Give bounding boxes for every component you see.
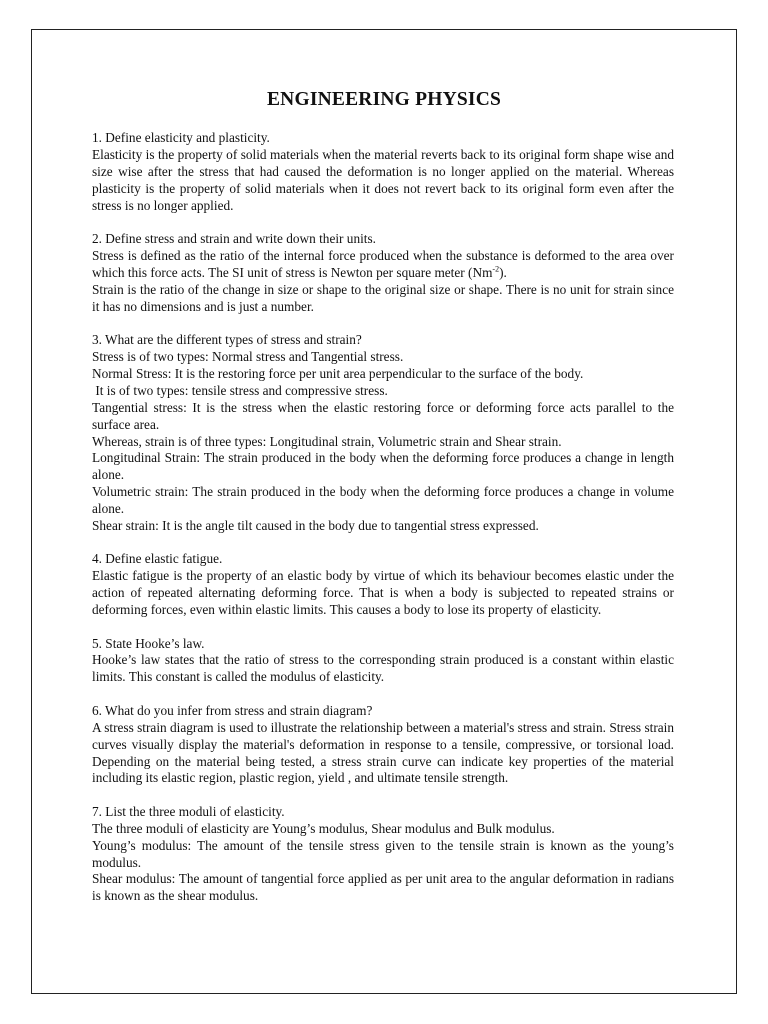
section-1 (92, 130, 674, 215)
answer-paragraph: Elastic fatigue is the property of an elastic body by virtue of which its behaviour becomes elastic under the action of repeated alternating deforming force. That is when a body is subjected to repeated strains or deforming forces, even within elastic limits. This causes a body to lose its property of elasticity. (92, 568, 674, 618)
question-heading: 4. Define elastic fatigue. (92, 551, 223, 567)
stress-definition-end: ). (499, 264, 507, 280)
answer-paragraph: It is of two types: tensile stress and compressive stress. (92, 382, 388, 398)
question-heading: 1. Define elasticity and plasticity. (92, 130, 270, 145)
answer-paragraph: Hooke’s law states that the ratio of stress to the corresponding strain produced is a constant within elastic limits. This constant is called the modulus of elasticity. (92, 652, 674, 685)
answer-paragraph: Tangential stress: It is the stress when the elastic restoring force or deforming force acts parallel to the surface area. (92, 399, 674, 432)
question-heading: 5. State Hooke’s law. (92, 635, 205, 651)
answer-paragraph: Shear modulus: The amount of tangential force applied as per unit area to the angular deformation in radians is known as the shear modulus. (92, 871, 674, 904)
answer-paragraph: Elasticity is the property of solid materials when the material reverts back to its original form shape wise and size wise after the stress that had caused the deformation is no longer applied on the material. Whereas plasticity is the property of solid materials when it does not revert back to its original form even after the stress is no longer applied. (92, 146, 674, 213)
answer-paragraph: Stress is of two types: Normal stress and Tangential stress. (92, 348, 404, 364)
answer-paragraph: Volumetric strain: The strain produced in the body when the deforming force produces a change in volume alone. (92, 484, 674, 517)
answer-paragraph: Shear strain: It is the angle tilt caused in the body due to tangential stress expressed. (92, 518, 539, 534)
question-heading: 6. What do you infer from stress and strain diagram? (92, 702, 373, 718)
answer-paragraph: Young’s modulus: The amount of the tensile stress given to the tensile strain is known as the young’s modulus. (92, 837, 674, 870)
question-heading: 7. List the three moduli of elasticity. (92, 803, 285, 819)
unit-exponent: -2 (492, 264, 500, 274)
section-3 (92, 332, 674, 535)
question-heading: 3. What are the different types of stress and strain? (92, 332, 362, 348)
stress-definition-text: Stress is defined as the ratio of the internal force produced when the substance is deformed to the area over which this force acts. The SI unit of stress is Newton per square meter (Nm (92, 247, 674, 280)
answer-paragraph: A stress strain diagram is used to illustrate the relationship between a material's stress and strain. Stress strain curves visually display the material's deformation in response to a tensile, compressive, or torsional load. Depending on the material being tested, a stress strain curve can indicate key properties of the material including its elastic region, plastic region, yield , and ultimate tensile strength. (92, 719, 674, 786)
answer-paragraph: The three moduli of elasticity are Young’s modulus, Shear modulus and Bulk modulus. (92, 820, 555, 836)
section-4 (92, 551, 674, 619)
question-heading: 2. Define stress and strain and write down their units. (92, 231, 376, 247)
section-6 (92, 703, 674, 788)
answer-paragraph: Longitudinal Strain: The strain produced in the body when the deforming force produces a change in length alone. (92, 450, 674, 483)
section-7 (92, 804, 674, 905)
section-5 (92, 636, 674, 687)
answer-paragraph: Normal Stress: It is the restoring force per unit area perpendicular to the surface of the body. (92, 365, 584, 381)
answer-paragraph: Strain is the ratio of the change in size or shape to the original size or shape. There is no unit for strain since it has no dimensions and is just a number. (92, 281, 674, 314)
answer-paragraph: Whereas, strain is of three types: Longitudinal strain, Volumetric strain and Shear strain. (92, 433, 562, 449)
section-2 (92, 231, 674, 316)
answer-paragraph (92, 248, 674, 282)
document-title: ENGINEERING PHYSICS (266, 89, 502, 110)
document-body (92, 130, 674, 922)
